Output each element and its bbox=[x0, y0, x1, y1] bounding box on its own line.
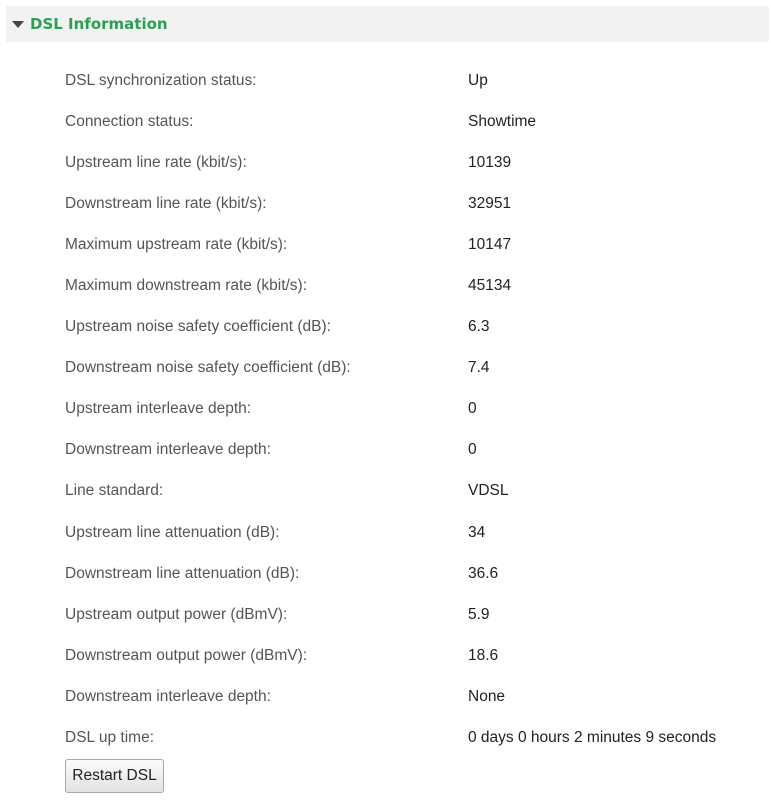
info-row bbox=[65, 183, 765, 224]
info-row bbox=[65, 224, 765, 265]
info-row bbox=[65, 718, 765, 759]
info-label: Upstream output power (dBmV): bbox=[65, 605, 288, 623]
info-value: Showtime bbox=[468, 112, 537, 130]
info-label: Line standard: bbox=[65, 482, 164, 500]
info-label: Downstream interleave depth: bbox=[65, 441, 271, 459]
info-label: Upstream line rate (kbit/s): bbox=[65, 153, 247, 171]
dsl-information-header[interactable] bbox=[6, 6, 769, 42]
info-value: VDSL bbox=[468, 482, 509, 500]
section-title: DSL Information bbox=[30, 15, 168, 33]
info-row bbox=[65, 307, 765, 348]
info-row bbox=[65, 265, 765, 306]
info-label: Upstream line attenuation (dB): bbox=[65, 523, 280, 541]
info-row bbox=[65, 389, 765, 430]
info-label: Maximum upstream rate (kbit/s): bbox=[65, 235, 288, 253]
info-row bbox=[65, 635, 765, 676]
info-value: 0 bbox=[468, 400, 477, 418]
info-row bbox=[65, 348, 765, 389]
info-row bbox=[65, 594, 765, 635]
info-label: Downstream noise safety coefficient (dB): bbox=[65, 359, 351, 377]
info-value: 32951 bbox=[468, 194, 512, 212]
info-label: DSL up time: bbox=[65, 729, 155, 747]
info-label: Upstream interleave depth: bbox=[65, 400, 252, 418]
info-label: Downstream line attenuation (dB): bbox=[65, 564, 300, 582]
info-label: Maximum downstream rate (kbit/s): bbox=[65, 277, 308, 295]
info-value: 10139 bbox=[468, 153, 512, 171]
info-value: None bbox=[468, 687, 506, 705]
info-row bbox=[65, 553, 765, 594]
info-row bbox=[65, 512, 765, 553]
info-row bbox=[65, 101, 765, 142]
info-label: Downstream output power (dBmV): bbox=[65, 646, 308, 664]
info-row bbox=[65, 676, 765, 717]
info-value: 36.6 bbox=[468, 564, 499, 582]
info-value: 10147 bbox=[468, 235, 512, 253]
info-row bbox=[65, 430, 765, 471]
info-value: 0 bbox=[468, 441, 477, 459]
restart-dsl-button[interactable]: Restart DSL bbox=[65, 759, 164, 793]
info-value: 45134 bbox=[468, 277, 512, 295]
info-value: 5.9 bbox=[468, 605, 490, 623]
info-value: 34 bbox=[468, 523, 486, 541]
info-row bbox=[65, 471, 765, 512]
info-label: Connection status: bbox=[65, 112, 194, 130]
caret-down-icon[interactable] bbox=[12, 21, 24, 28]
info-row bbox=[65, 142, 765, 183]
info-label: DSL synchronization status: bbox=[65, 71, 257, 89]
info-label: Downstream line rate (kbit/s): bbox=[65, 194, 267, 212]
info-value: 7.4 bbox=[468, 359, 490, 377]
info-value: 6.3 bbox=[468, 318, 490, 336]
info-value: 18.6 bbox=[468, 646, 499, 664]
info-value: Up bbox=[468, 71, 488, 89]
info-row bbox=[65, 60, 765, 101]
info-label: Upstream noise safety coefficient (dB): bbox=[65, 318, 331, 336]
info-value: 0 days 0 hours 2 minutes 9 seconds bbox=[468, 729, 717, 747]
dsl-info-table bbox=[65, 60, 765, 759]
info-label: Downstream interleave depth: bbox=[65, 687, 271, 705]
